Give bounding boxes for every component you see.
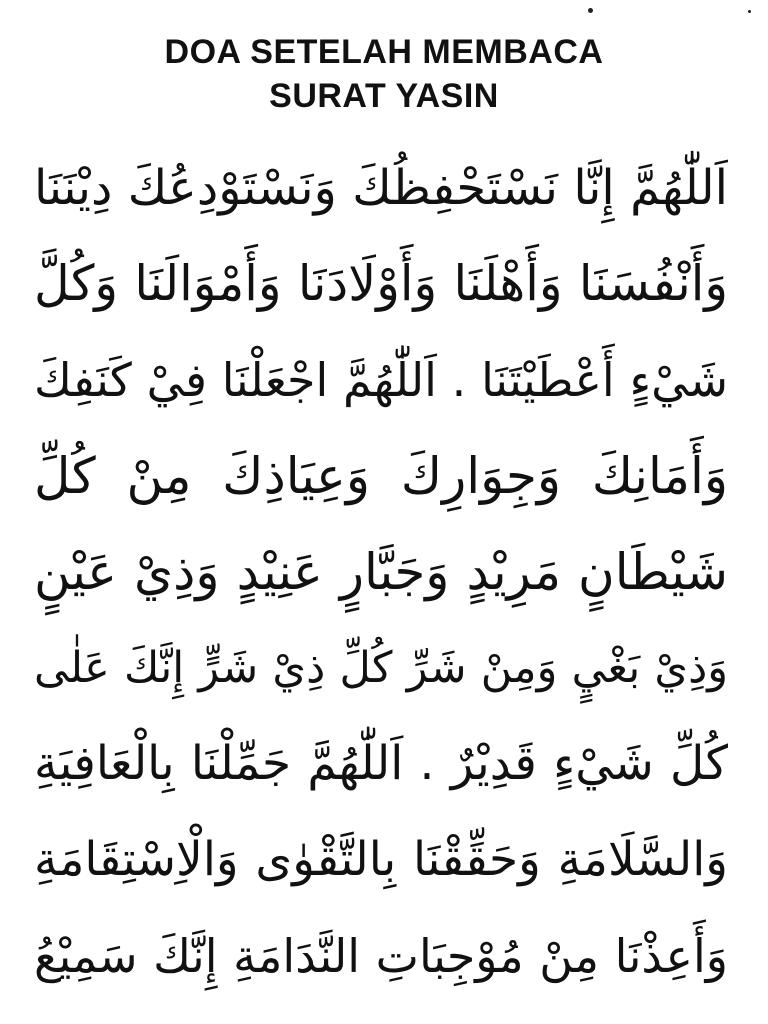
arabic-line: شَيْطَانٍ مَرِيْدٍ وَجَبَّارٍ عَنِيْدٍ وَذِيْ عَيْنٍ: [34, 543, 728, 601]
arabic-line: وَالسَّلَامَةِ وَحَقِّقْنَا بِالتَّقْوٰى وَالْاِسْتِقَامَةِ: [34, 832, 728, 887]
arabic-line: اَللّٰهُمَّ إِنَّا نَسْتَحْفِظُكَ وَنَسْتَوْدِعُكَ دِيْنَنَا: [34, 160, 728, 216]
ink-speck: [748, 10, 751, 13]
arabic-line: وَأَنْفُسَنَا وَأَهْلَنَا وَأَوْلَادَنَا وَأَمْوَالَنَا وَكُلَّ: [34, 255, 728, 312]
ink-speck: [588, 8, 593, 13]
title-line-2: SURAT YASIN: [269, 77, 499, 115]
arabic-line: كُلِّ شَيْءٍ قَدِيْرٌ . اَللّٰهُمَّ جَمِّلْنَا بِالْعَافِيَةِ: [34, 736, 728, 791]
arabic-line: وَأَعِذْنَا مِنْ مُوْجِبَاتِ النَّدَامَةِ إِنَّكَ سَمِيْعُ: [34, 929, 728, 983]
arabic-line: شَيْءٍ أَعْطَيْتَنَا . اَللّٰهُمَّ اجْعَلْنَا فِيْ كَنَفِكَ: [34, 353, 728, 407]
title-line-1: DOA SETELAH MEMBACA: [164, 33, 604, 71]
arabic-line: وَذِيْ بَغْيٍ وَمِنْ شَرِّ كُلِّ ذِيْ شَرٍّ إِنَّكَ عَلٰى: [34, 643, 728, 693]
arabic-prayer-text: [34, 140, 728, 1004]
arabic-line: وَأَمَانِكَ وَجِوَارِكَ وَعِيَاذِكَ مِنْ كُلِّ: [34, 447, 728, 505]
document-title: [0, 30, 768, 118]
